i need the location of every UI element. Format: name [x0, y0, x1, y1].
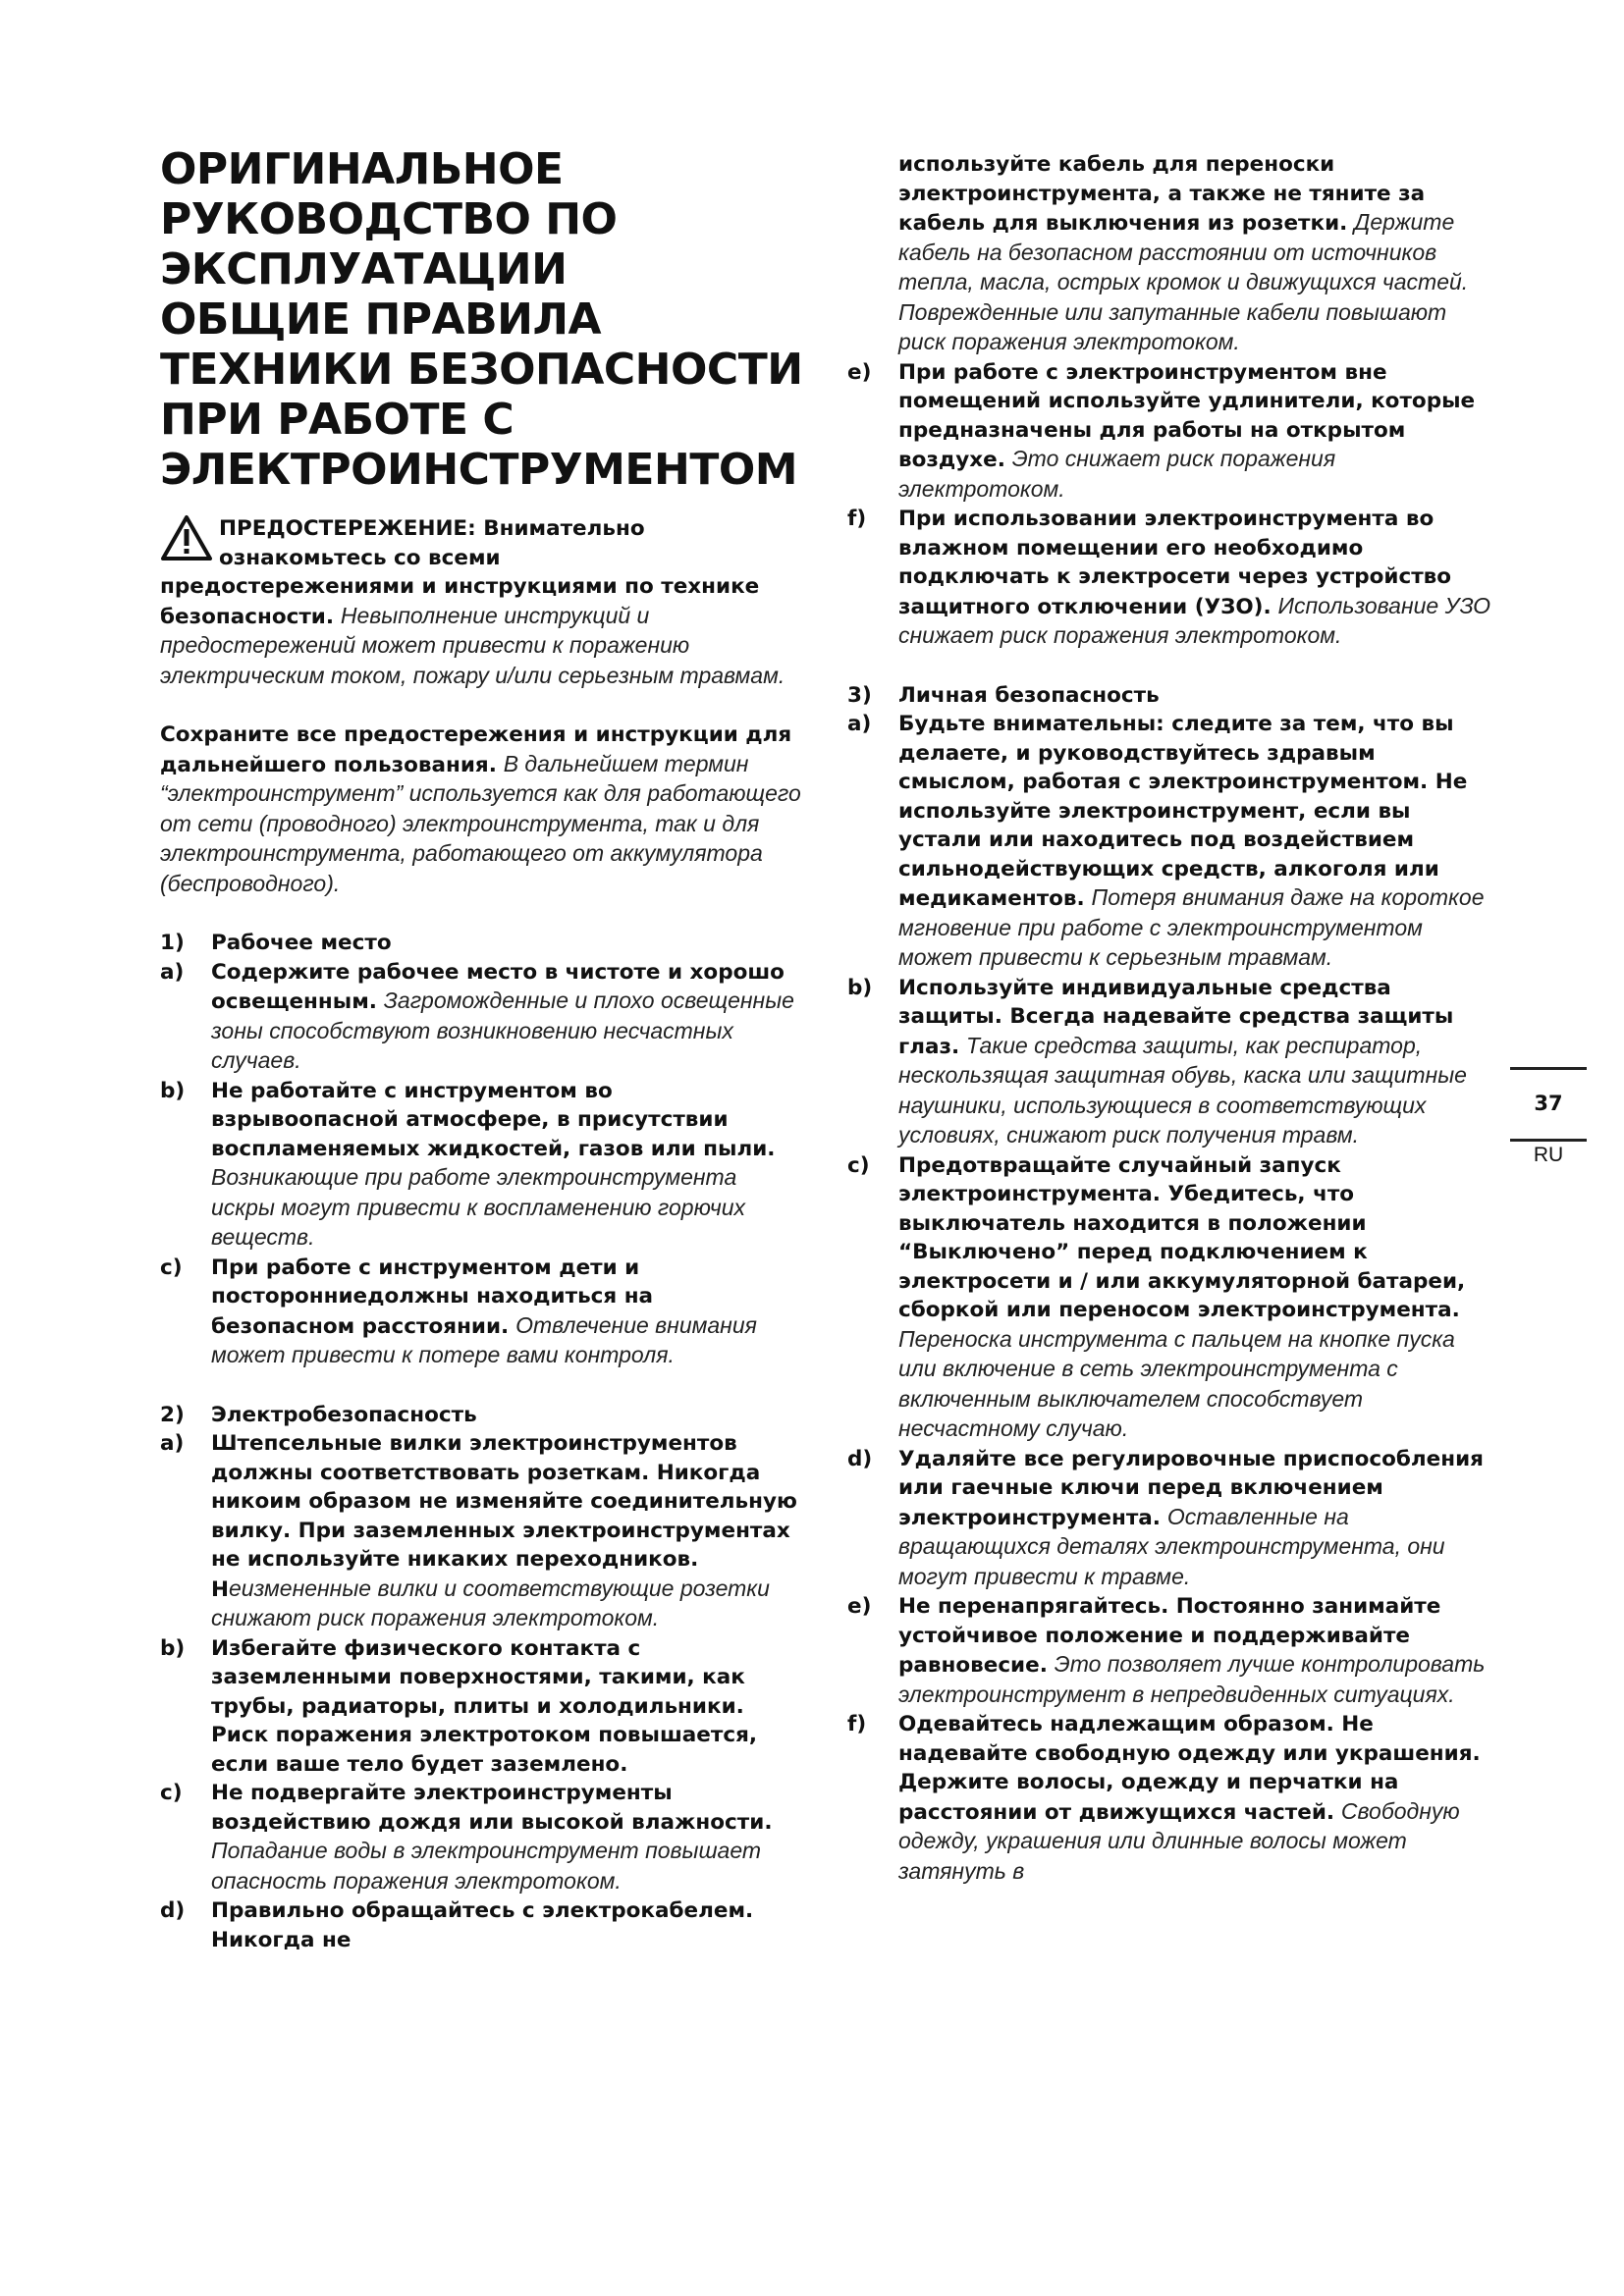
warning-triangle-icon [160, 514, 213, 561]
item-italic: Возникающие при работе электроинструмента искры могут привести к воспламенению горючих веществ. [211, 1164, 746, 1250]
list-item [847, 1592, 1495, 1710]
item-label: b) [160, 1635, 186, 1661]
warning-heading-2: ознакомьтесь со всеми [219, 545, 501, 570]
item-italic: Загроможденные и плохо освещенные зоны способствуют возникновению несчастных случаев. [211, 988, 794, 1073]
item-italic: еизмененные вилки и соответствующие розетки снижают риск поражения электротоком. [211, 1575, 770, 1630]
item-bold: При работе с инструментом дети и посторонниедолжны находиться на безопасном расстоянии. [211, 1255, 654, 1339]
item-label: b) [847, 975, 873, 1000]
page-number-box [1510, 1067, 1587, 1142]
item-italic: Переноска инструмента с пальцем на кнопке пуска или включение в сеть электроинструмента с включенным выключателем способствует несчастному случаю. [898, 1325, 1455, 1441]
item-bold: Не перенапрягайтесь. Постоянно занимайте устойчивое положение и поддерживайте равновесие. [898, 1594, 1441, 1678]
item-bold: Правильно обращайтесь с электрокабелем. Никогда не [211, 1898, 754, 1952]
list-item [847, 358, 1495, 506]
list-item [160, 1254, 803, 1371]
item-label: a) [160, 959, 185, 985]
item-italic: Попадание воды в электроинструмент повышает опасность поражения электротоком. [211, 1838, 762, 1894]
item-label: d) [847, 1446, 873, 1471]
item-italic: Отвлечение внимания может привести к потере вами контроля. [211, 1311, 757, 1367]
list-item [847, 1445, 1495, 1593]
list-item [160, 1896, 803, 1954]
warning-italic-text: Невыполнение инструкций и предостережений может привести к поражению электрическим током, пожару и/или серьезным травмам. [160, 602, 785, 688]
keep-bold-text: Сохраните все предостережения и инструкции для дальнейшего пользования. [160, 722, 792, 777]
keep-italic-text: В дальнейшем термин “электроинструмент” используется как для работающего от сети (проводного) электроинструмента, так и для электроинструмента, работающего от аккумулятора (беспроводного). [160, 750, 801, 896]
item-bold: При работе с электроинструментом вне помещений используйте удлинители, которые предназначены для работы на открытом воздухе. [898, 359, 1476, 472]
item-bold: используйте кабель для переноски электроинструмента, а также не тяните за кабель для выключения из розетки. [898, 152, 1426, 236]
item-italic: Использование УЗО снижает риск поражения электротоком. [898, 592, 1491, 648]
section-1-label: 1) [160, 931, 185, 955]
list-item [847, 505, 1495, 652]
page-number: 37 [1534, 1092, 1563, 1115]
item-italic: Держите кабель на безопасном расстоянии от источников тепла, масла, острых кромок и движущихся частей. Поврежденные или запутанные кабели повышают риск поражения электротоком. [898, 209, 1469, 354]
item-label: e) [847, 359, 872, 385]
warning-block [160, 514, 803, 691]
item-label: b) [160, 1078, 186, 1103]
section-3-title: Личная безопасность [898, 682, 1160, 708]
list-item [847, 710, 1495, 974]
document-title: ОРИГИНАЛЬНОЕ РУКОВОДСТВО ПО ЭКСПЛУАТАЦИИ ОБЩИЕ ПРАВИЛА ТЕХНИКИ БЕЗОПАСНОСТИ ПРИ РАБОТЕ С ЭЛЕКТРОИНСТРУМЕНТОМ [160, 144, 803, 495]
section-3-heading [847, 681, 1495, 711]
item-label: c) [847, 1152, 870, 1178]
item-italic: Оставленные на вращающихся деталях электроинструмента, они могут привести к травме. [898, 1503, 1445, 1589]
item-italic: Потеря внимания даже на короткое мгновение при работе с электроинструментом может привести к серьезным травмам. [898, 884, 1485, 970]
warning-bold-text: предостережениями и инструкциями по технике безопасности. [160, 574, 760, 629]
section-2-title: Электробезопасность [211, 1402, 477, 1427]
left-column [160, 144, 803, 1954]
item-bold: Будьте внимательны: следите за тем, что вы делаете, и руководствуйтесь здравым смыслом, работая с электроинструментом. Не используйте электроинструмент, если вы устали или находитесь под воздействием сильнодействующих средств, алкоголя или медикаментов. [898, 712, 1468, 911]
item-bold: Избегайте физического контакта с заземленными поверхностями, такими, как трубы, радиаторы, плиты и холодильники. Риск поражения электротоком повышается, если ваше тело будет заземлено. [211, 1635, 758, 1777]
item-bold: Предотвращайте случайный запуск электроинструмента. Убедитесь, что выключатель находится в положении “Выключено” перед подключением к электросети и / или аккумуляторной батареи, сборкой или переносом электроинструмента. [898, 1152, 1466, 1322]
list-item [160, 1077, 803, 1254]
warning-heading: ПРЕДОСТЕРЕЖЕНИЕ: Внимательно [219, 516, 645, 541]
language-code: RU [1533, 1144, 1564, 1166]
item-bold: Содержите рабочее место в чистоте и хорошо освещенным. [211, 959, 785, 1014]
list-item [160, 958, 803, 1077]
item-italic: Это позволяет лучше контролировать электроинструмент в непредвиденных ситуациях. [898, 1651, 1486, 1707]
item-bold: Удаляйте все регулировочные приспособления или гаечные ключи перед включением электроинструмента. [898, 1446, 1484, 1530]
item-bold: Используйте индивидуальные средства защиты. Всегда надевайте средства защиты глаз. [898, 975, 1454, 1059]
list-item [160, 1779, 803, 1896]
section-2-label: 2) [160, 1402, 185, 1427]
item-label: e) [847, 1594, 872, 1619]
item-bold: Одевайтесь надлежащим образом. Не надевайте свободную одежду или украшения. Держите волосы, одежду и перчатки на расстоянии от движущихся частей. [898, 1712, 1481, 1825]
section-2-heading [160, 1401, 803, 1430]
section-2d-continuation [847, 150, 1495, 358]
list-item [847, 1151, 1495, 1445]
item-bold: Штепсельные вилки электроинструментов должны соответствовать розеткам. Никогда никоим образом не изменяйте соединительную вилку. При заземленных электроинструментах не используйте никаких переходников. [211, 1431, 797, 1572]
list-item [847, 974, 1495, 1151]
item-italic: Свободную одежду, украшения или длинные волосы может затянуть в [898, 1797, 1460, 1884]
list-item [847, 1710, 1495, 1887]
item-italic: Такие средства защиты, как респиратор, нескользящая защитная обувь, каска или защитные наушники, использующиеся в соответствующих условиях, снижают риск получения травм. [898, 1032, 1467, 1148]
section-1-heading [160, 929, 803, 958]
keep-instructions [160, 721, 803, 899]
right-column [847, 150, 1495, 1887]
section-1-title: Рабочее место [211, 931, 392, 955]
item-label: f) [847, 507, 867, 531]
item-bold: Не подвергайте электроинструменты воздействию дождя или высокой влажности. [211, 1781, 773, 1835]
item-label: a) [847, 712, 872, 736]
section-3-label: 3) [847, 682, 872, 708]
list-item [160, 1429, 803, 1634]
item-bold: Не работайте с инструментом во взрывоопасной атмосфере, в присутствии воспламеняемых жидкостей, газов или пыли. [211, 1078, 776, 1161]
item-label: d) [160, 1898, 186, 1923]
list-item [160, 1634, 803, 1780]
item-label: f) [847, 1712, 867, 1736]
item-label: c) [160, 1255, 183, 1280]
item-bold: При использовании электроинструмента во влажном помещении его необходимо подключать к электросети через устройство защитного отключении (УЗО). [898, 507, 1452, 619]
item-label: c) [160, 1781, 183, 1805]
item-label: a) [160, 1431, 185, 1456]
item-lead: Н [211, 1576, 229, 1602]
item-italic: Это снижает риск поражения электротоком. [898, 446, 1336, 502]
